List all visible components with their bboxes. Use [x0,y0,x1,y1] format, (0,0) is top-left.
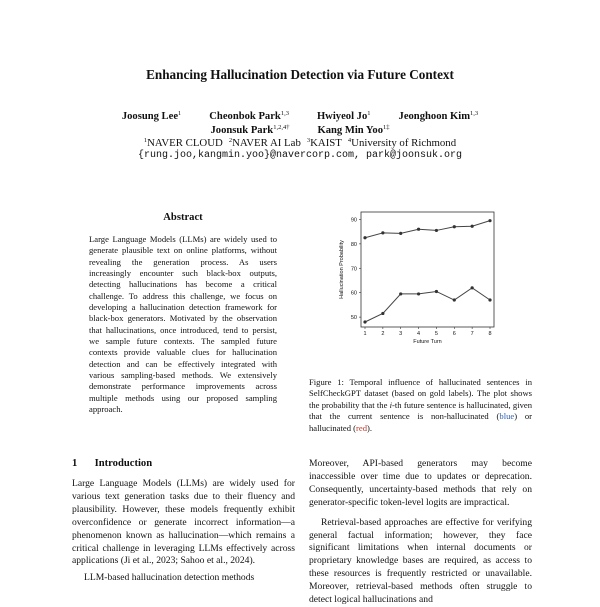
series-point [363,320,366,323]
intro-paragraph-1: Large Language Models (LLMs) are widely used for various text generation tasks due to their fluency and plausibility. However, these models frequently exhibit overconfidence or generate incorrect information—a phenomenon known as hallucination—which remains a critical challenge in leveraging LLMs effectively across applications (Ji et al., 2023; Sahoo et al., 2024). [72,478,295,567]
x-tick-label: 2 [381,331,385,337]
x-tick-label: 5 [434,331,438,337]
x-axis-label: Future Turn [413,339,442,345]
affiliation [348,137,456,149]
affiliation-name: KAIST [310,137,342,149]
affiliation-name: NAVER CLOUD [147,137,223,149]
caption-red: red [356,422,367,433]
author-affiliation-marker: 1‡ [383,124,390,131]
series-point [381,312,384,315]
affiliations [0,137,600,149]
affiliation-marker: 2 [228,137,233,144]
author-affiliation-marker: 1 [367,110,371,117]
series-point [363,236,366,239]
series-point [417,292,420,295]
y-axis-label: Hallucination Probability [339,240,345,299]
right-paragraph-2: Retrieval-based approaches are effective for verifying general factual information; however, they face significant limitations when internal documents or proprietary knowledge bases are required, as access to these resources is frequently restricted or unavailable. Moreover, retrieval-based methods often struggle to detect logical hallucinations and [309,516,532,606]
section-number: 1 [72,458,78,469]
x-tick-label: 8 [488,331,492,337]
paper-title: Enhancing Hallucination Detection via Future Context [146,67,454,82]
abstract-text: Large Language Models (LLMs) are widely used to generate plausible text on online platforms, without revealing the generation process. As users increasingly encounter such black-box outputs, detecting hallucinations has become a critical challenge. To address this challenge, we focus on developing a hallucination detection framework for black-box generators. Motivated by the observation that hallucinations, once introduced, tend to persist, we sample future contexts. The sampled future contexts provide valuable clues for hallucination detection and can be effectively integrated with various sampling-based methods. We extensively demonstrate performance improvements across multiple methods using our proposed sampling approach. [89,234,277,415]
x-tick-label: 3 [399,331,403,337]
x-tick-label: 4 [417,331,421,337]
y-tick-label: 50 [350,315,357,322]
author-name-text: Jeonghoon Kim [398,111,471,122]
section-title: Introduction [94,458,153,469]
authors-row-2 [0,124,600,136]
author-name-text: Joosung Lee [121,111,179,122]
series-point [381,231,384,234]
author-name-text: Hwiyeol Jo [316,111,368,122]
x-tick-label: 6 [452,331,456,337]
caption-blue: blue [499,411,515,422]
series-point [399,232,402,235]
author-affiliation-marker: 1,3 [280,110,289,117]
affiliation-name: University of Richmond [351,137,457,149]
author-name [209,110,289,122]
affiliation [144,137,223,149]
affiliation-name: NAVER AI Lab [232,137,301,149]
author-affiliation-marker: 1,2,4† [273,124,290,131]
series-point [453,298,456,301]
affiliation-marker: 3 [306,137,311,144]
author-name [399,110,479,122]
authors-row-1 [0,110,600,122]
affiliation [229,137,301,149]
y-tick-label: 70 [350,266,357,273]
y-tick-label: 80 [350,241,357,248]
author-name-text: Joonsuk Park [210,125,274,136]
x-tick-label: 7 [470,331,474,337]
figure-caption [309,377,532,434]
caption-ith: i [389,399,393,410]
caption-prefix: Figure 1: Temporal influence of hallucinated sentences in SelfCheckGPT dataset (based on gold labels). The plot shows the probability that the [309,377,532,410]
series-line [365,288,490,322]
series-point [399,292,402,295]
right-column-body [309,458,532,607]
plot-frame [361,212,494,327]
hallucination-probability-chart [330,205,500,345]
series-point [488,298,491,301]
abstract-heading: Abstract [163,212,203,223]
series-point [453,225,456,228]
author-emails: {rung.joo,kangmin.yoo}@navercorp.com, park@joonsuk.org [137,150,463,161]
introduction-heading [72,458,152,469]
y-tick-label: 60 [350,290,357,297]
author-name [317,124,389,136]
affiliation-marker: 4 [347,137,352,144]
caption-mid2: ) or hallucinated ( [309,411,532,433]
author-name-text: Kang Min Yoo [317,125,383,136]
author-affiliation-marker: 1 [178,110,182,117]
introduction-body [72,478,295,585]
author-affiliation-marker: 1,3 [470,110,479,117]
series-point [435,290,438,293]
author-name-text: Cheonbok Park [209,111,281,122]
affiliation [307,137,342,149]
caption-mid: -th future sentence is hallucinated, given that the current sentence is non-hallucinated ( [309,399,532,422]
author-name [211,124,290,136]
series-point [435,229,438,232]
series-point [471,225,474,228]
series-point [488,219,491,222]
author-name [122,110,181,122]
series-point [417,228,420,231]
x-tick-label: 1 [363,331,367,337]
author-name [317,110,371,122]
right-paragraph-1: Moreover, API-based generators may become inaccessible over time due to updates or deprecation. Consequently, uncertainty-based methods that rely on generator-specific token-level logits are impractical. [309,458,532,508]
series-point [471,286,474,289]
affiliation-marker: 1 [143,137,148,144]
intro-paragraph-2: LLM-based hallucination detection methods [84,572,255,584]
y-tick-label: 90 [350,217,357,224]
caption-end: ). [367,422,373,433]
series-line [365,221,490,238]
